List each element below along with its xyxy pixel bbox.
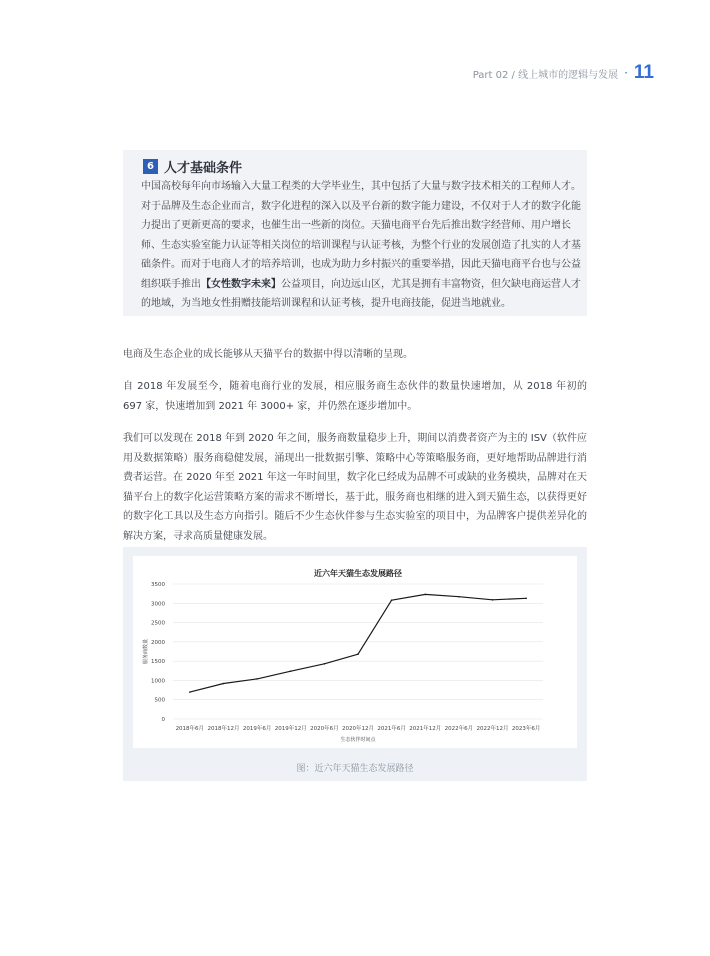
y-tick-label: 3500 [151,582,165,588]
data-point [424,594,426,596]
chart-title: 近六年天猫生态发展路径 [314,569,402,578]
section-number-badge: 6 [143,159,158,174]
data-point [290,670,292,672]
line-chart [133,556,577,748]
talent-text-after: 公益项目，向边远山区，尤其是拥有丰富物资，但欠缺电商运营人才的地域，为当地女性捐赠技能培训课程和认证考核，提升电商技能，促进当地就业。 [141,278,581,309]
page-header [473,62,654,84]
y-tick-label: 1500 [151,659,165,666]
x-tick-label: 2018年6月 [175,726,205,732]
section-label: Part 02 / 线上城市的逻辑与发展 [472,69,619,81]
chart-card [133,556,577,748]
y-axis-label: 服务商数量 [143,638,149,665]
y-tick-label: 1000 [151,678,165,685]
x-tick-label: 2022年12月 [476,726,509,732]
data-point [357,653,359,655]
data-point [324,663,326,665]
talent-body-text [141,177,581,314]
y-tick-label: 0 [161,717,165,723]
x-tick-label: 2022年6月 [444,726,474,732]
x-tick-label: 2020年12月 [342,726,374,732]
data-point [525,597,527,599]
section-title: 人才基础条件 [164,161,243,176]
page-number: 11 [633,62,654,83]
x-axis-label: 生态伙伴时间点 [340,737,376,743]
separator-dot: · [624,66,628,80]
x-tick-label: 2018年12月 [207,726,240,732]
data-point [189,691,191,693]
x-tick-label: 2019年12月 [274,726,307,732]
talent-highlight: 【女性数字未来】 [201,278,281,290]
paragraph-intro: 电商及生态企业的成长能够从天猫平台的数据中得以清晰的呈现。 [123,349,413,360]
data-point [391,599,393,601]
paragraph-growth: 自 2018 年发展至今，随着电商行业的发展，相应服务商生态伙伴的数量快速增加，从 2018 年初的 697 家，快速增加到 2021 年 3000+ 家，并仍然在逐步增加中。 [123,381,587,412]
y-tick-label: 3000 [151,601,165,608]
x-tick-label: 2023年6月 [511,726,541,732]
figure-caption: 图：近六年天猫生态发展路径 [296,764,414,774]
y-tick-label: 500 [154,697,165,704]
data-point [223,683,225,685]
x-tick-label: 2020年6月 [310,726,339,732]
data-point [492,599,494,601]
data-point [458,596,460,598]
y-tick-label: 2500 [151,620,165,627]
y-tick-label: 2000 [151,639,165,646]
talent-text-before: 中国高校每年向市场输入大量工程类的大学毕业生，其中包括了大量与数字技术相关的工程师人才。对于品牌及生态企业而言，数字化进程的深入以及平台新的数字能力建设，不仅对于人才的数字化能力提出了更新更高的要求，也催生出一些新的岗位。天猫电商平台先后推出数字经营师、用户增长师、生态实验室能力认证等相关岗位的培训课程与认证考核，为整个行业的发展创造了扎实的人才基础条件。而对于电商人才的培养培训，也成为助力乡村振兴的重要举措，因此天猫电商平台也与公益组织联手推出 [141,181,581,290]
x-tick-label: 2019年6月 [242,726,272,732]
paragraph-analysis: 我们可以发现在 2018 年到 2020 年之间，服务商数量稳步上升，期间以消费者资产为主的 ISV（软件应用及数据策略）服务商稳健发展，涌现出一批数据引擎、策略中心等策略服务商，更好地帮助品牌进行消费者运营。在 2020 年至 2021 年这一年时间里，数字化已经成为品牌不可或缺的业务模块，品牌对在天猫平台上的数字化运营策略方案的需求不断增长，基于此，服务商也相继的进入到天猫生态，以获得更好的数字化工具以及生态方向指引。随后不少生态伙伴参与生态实验室的项目中，为品牌客户提供差异化的解决方案，寻求高质量健康发展。 [123,433,587,542]
data-point [256,678,258,680]
talent-heading [143,157,242,176]
series-line [190,594,526,692]
x-tick-label: 2021年6月 [377,726,406,732]
x-tick-label: 2021年12月 [409,726,442,732]
